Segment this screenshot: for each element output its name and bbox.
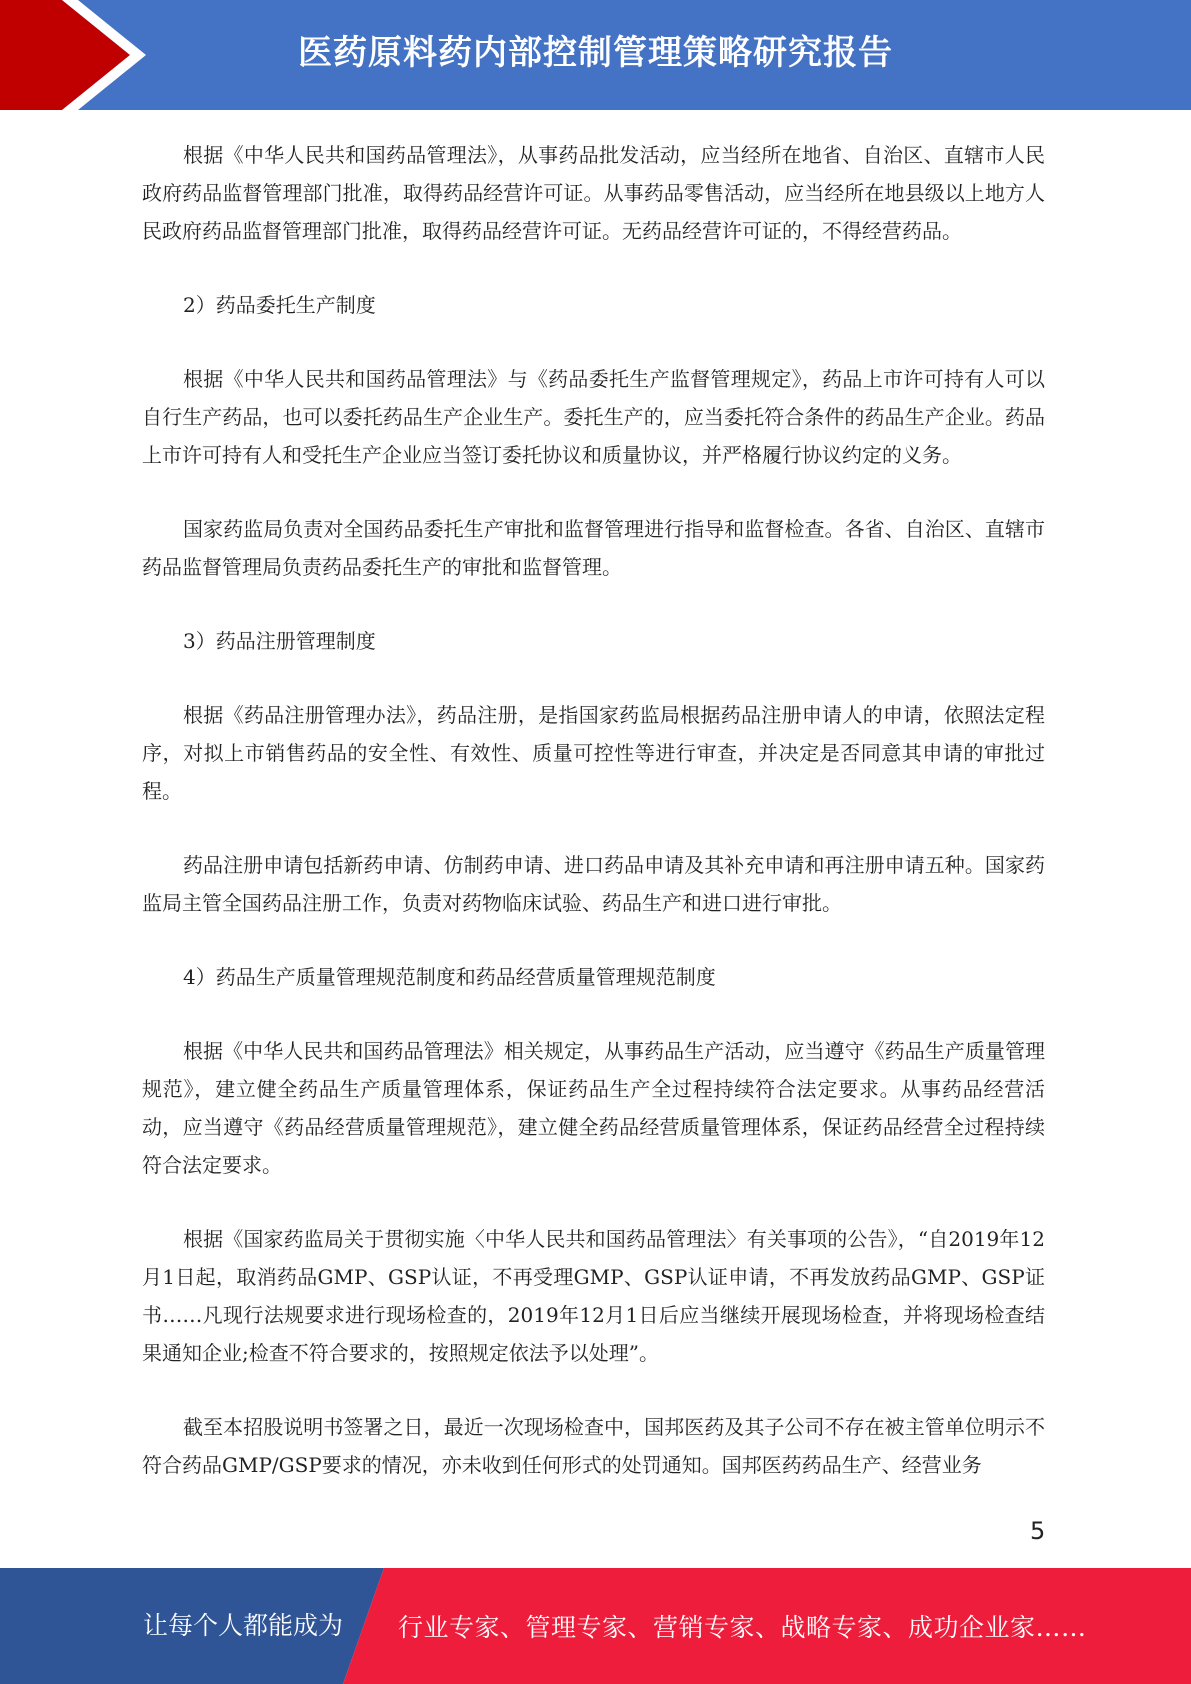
paragraph: 药品注册申请包括新药申请、仿制药申请、进口药品申请及其补充申请和再注册申请五种。国家药监局主管全国药品注册工作，负责对药物临床试验、药品生产和进口进行审批。 [142, 853, 1045, 915]
document-title: 医药原料药内部控制管理策略研究报告 [298, 33, 893, 73]
paragraph: 国家药监局负责对全国药品委托生产审批和监督管理进行指导和监督检查。各省、自治区、直辖市药品监督管理局负责药品委托生产的审批和监督管理。 [142, 517, 1045, 579]
paragraph: 根据《中华人民共和国药品管理法》，从事药品批发活动，应当经所在地省、自治区、直辖市人民政府药品监督管理部门批准，取得药品经营许可证。从事药品零售活动，应当经所在地县级以上地方人民政府药品监督管理部门批准，取得药品经营许可证。无药品经营许可证的，不得经营药品。 [142, 143, 1045, 243]
paragraph: 根据《药品注册管理办法》，药品注册，是指国家药监局根据药品注册申请人的申请，依照法定程序，对拟上市销售药品的安全性、有效性、质量可控性等进行审查，并决定是否同意其申请的审批过程。 [142, 703, 1045, 803]
paragraph: 根据《国家药监局关于贯彻实施〈中华人民共和国药品管理法〉有关事项的公告》，“自2019年12月1日起，取消药品GMP、GSP认证，不再受理GMP、GSP认证申请，不再发放药品GMP、GSP证书……凡现行法规要求进行现场检查的，2019年12月1日后应当继续开展现场检查，并将现场检查结果通知企业;检查不符合要求的，按照规定依法予以处理”。 [142, 1227, 1045, 1365]
section-heading: 4）药品生产质量管理规范制度和药品经营质量管理规范制度 [183, 965, 716, 989]
footer-slogan-right: 行业专家、管理专家、营销专家、战略专家、成功企业家…… [398, 1613, 1087, 1642]
section-heading: 2）药品委托生产制度 [183, 293, 376, 317]
page-footer [0, 1568, 1191, 1684]
chevron-red-shape [0, 0, 130, 110]
paragraph: 根据《中华人民共和国药品管理法》相关规定，从事药品生产活动，应当遵守《药品生产质量管理规范》，建立健全药品生产质量管理体系，保证药品生产全过程持续符合法定要求。从事药品经营活动，应当遵守《药品经营质量管理规范》，建立健全药品经营质量管理体系，保证药品经营全过程持续符合法定要求。 [142, 1039, 1045, 1177]
document-body [142, 136, 1045, 1520]
paragraph: 截至本招股说明书签署之日，最近一次现场检查中，国邦医药及其子公司不存在被主管单位明示不符合药品GMP/GSP要求的情况，亦未收到任何形式的处罚通知。国邦医药药品生产、经营业务 [142, 1415, 1045, 1477]
paragraph: 根据《中华人民共和国药品管理法》与《药品委托生产监督管理规定》，药品上市许可持有人可以自行生产药品，也可以委托药品生产企业生产。委托生产的，应当委托符合条件的药品生产企业。药品上市许可持有人和受托生产企业应当签订委托协议和质量协议，并严格履行协议约定的义务。 [142, 367, 1045, 467]
section-heading: 3）药品注册管理制度 [183, 629, 376, 653]
page-number: 5 [1030, 1517, 1046, 1545]
footer-slogan-left: 让每个人都能成为 [143, 1611, 344, 1640]
header-chevron-icon [0, 0, 160, 110]
page-header [0, 0, 1191, 110]
